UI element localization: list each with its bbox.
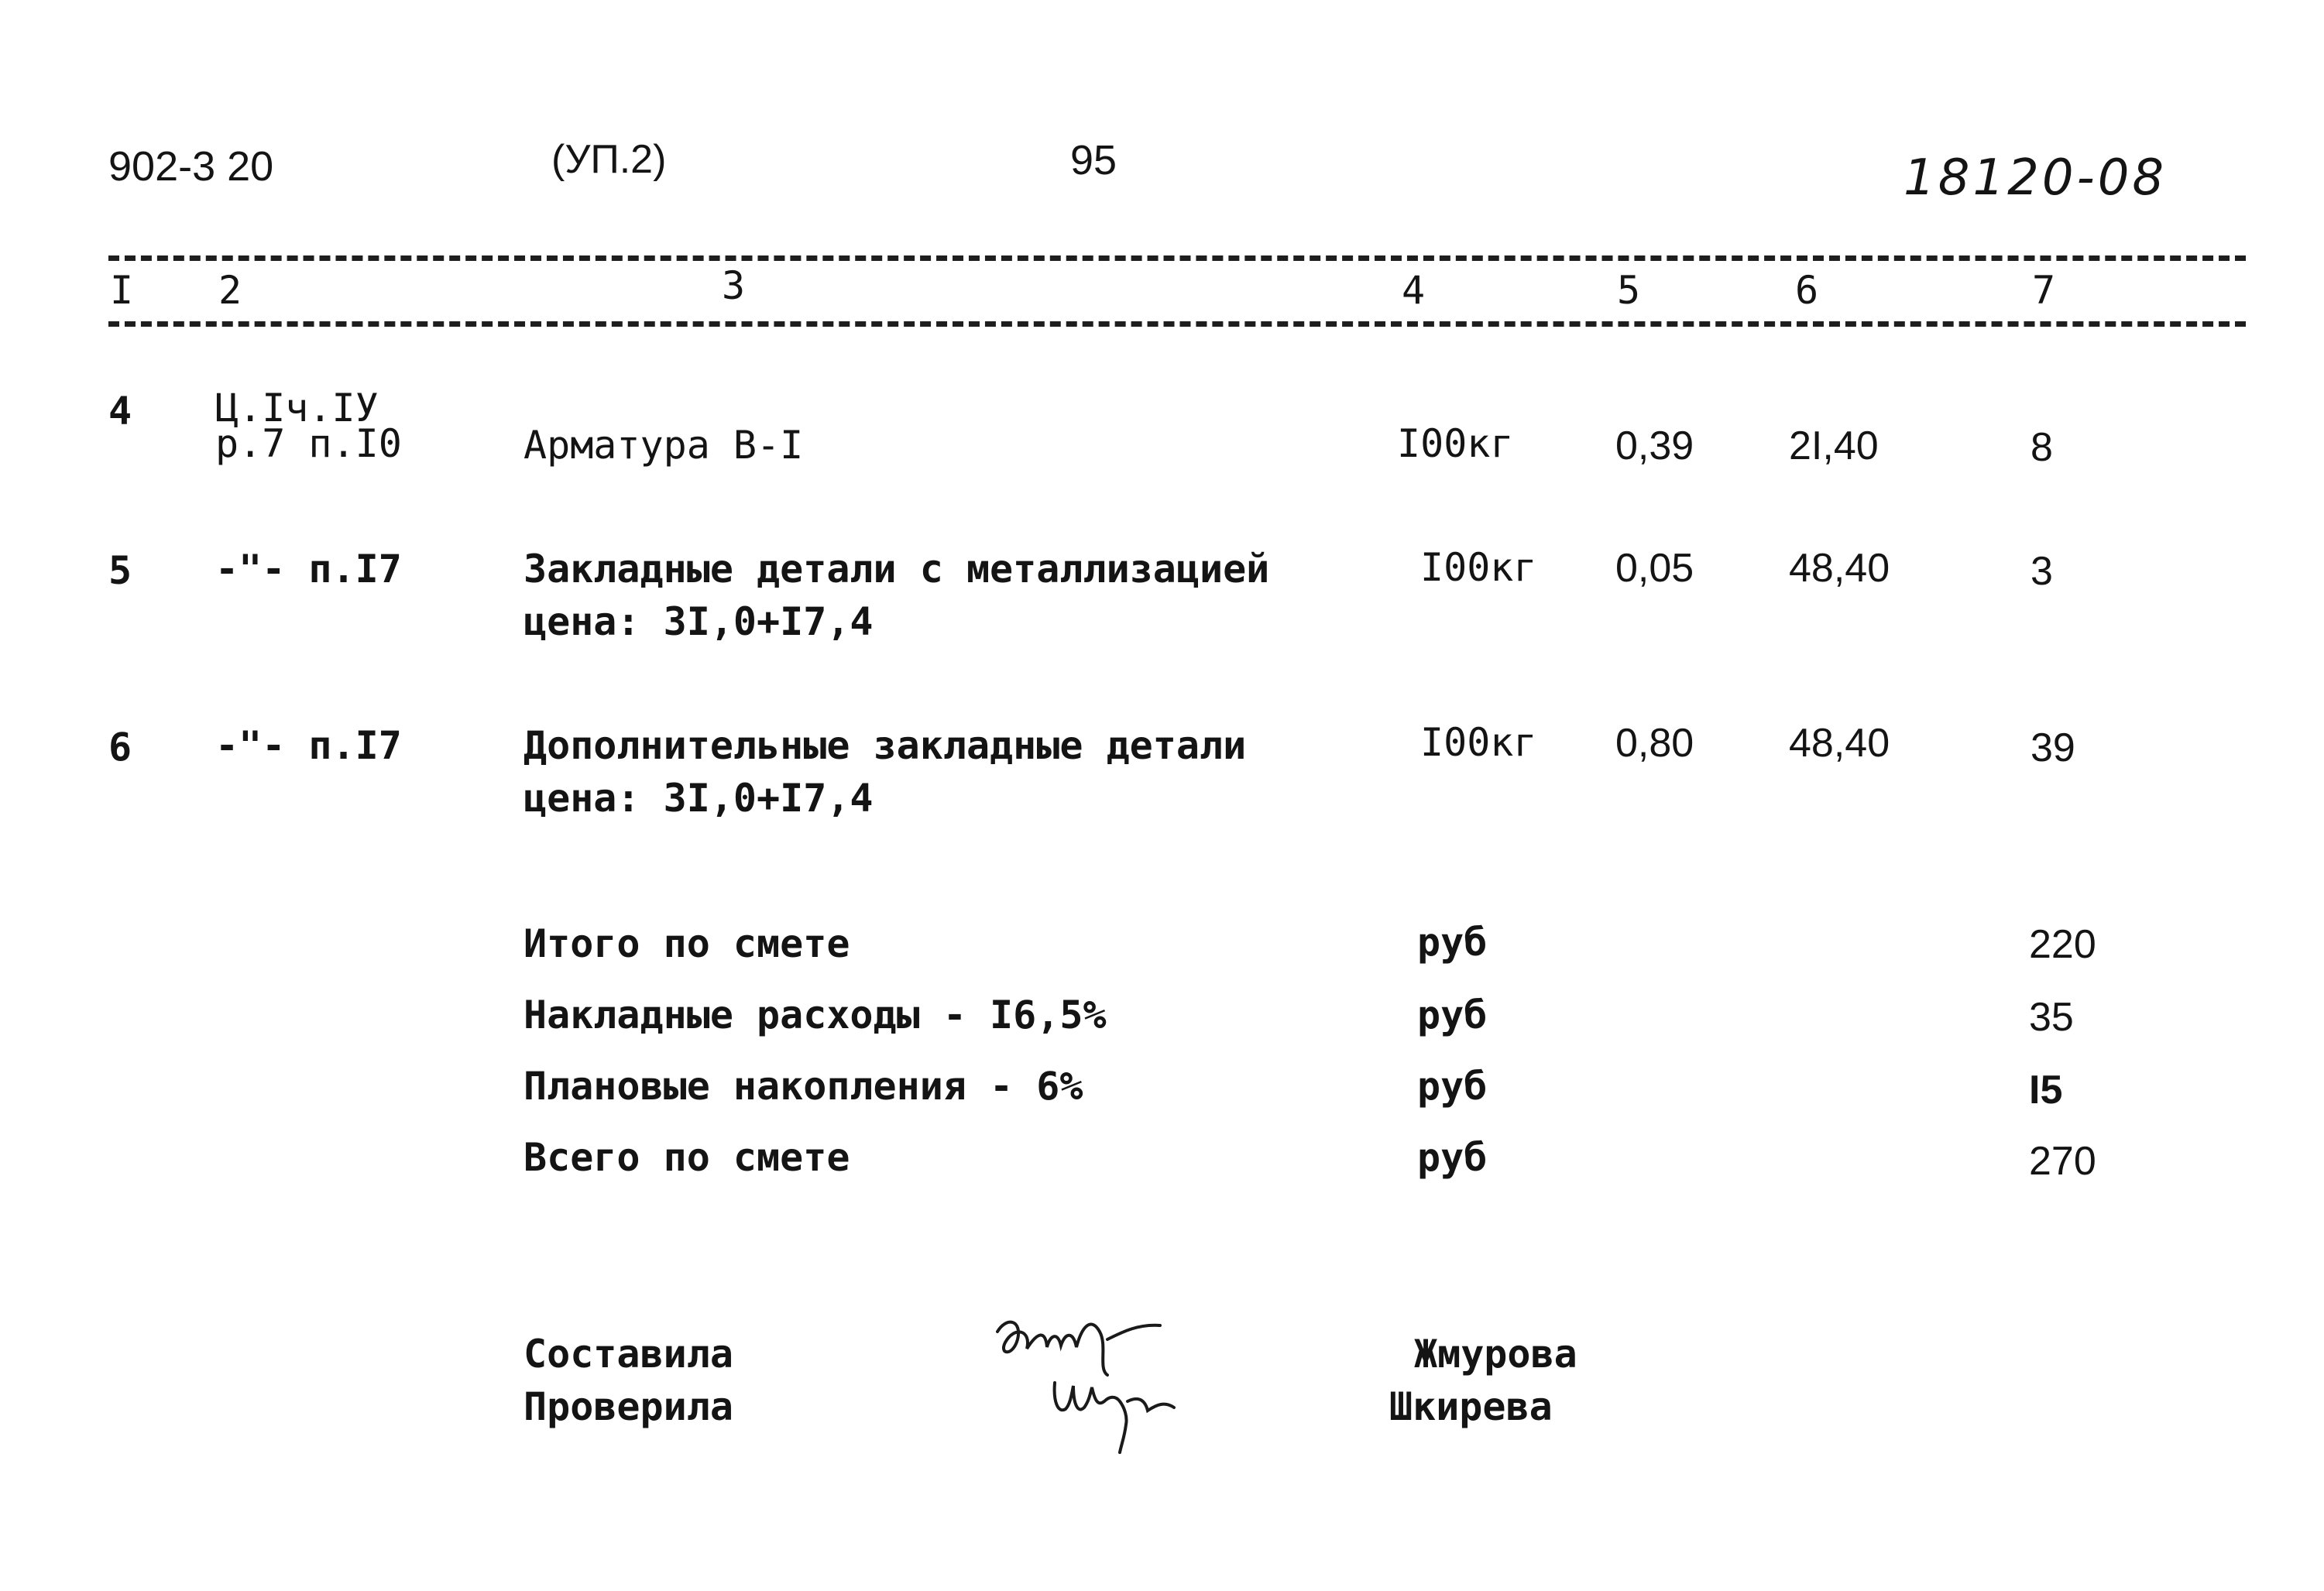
totals-value-overhead: 35 (2029, 995, 2074, 1040)
section-code: (УП.2) (551, 137, 667, 182)
row-4-cost: 8 (2030, 425, 2053, 470)
row-5-unit: I00кг (1420, 545, 1537, 590)
col-header-5: 5 (1617, 268, 1641, 313)
row-5-cost: 3 (2030, 549, 2053, 594)
signature-name-compiled: Жмурова (1414, 1332, 1577, 1377)
row-6-price: 48,40 (1789, 721, 1890, 766)
row-6-ref: -"- п.I7 (215, 723, 402, 768)
row-4-ref-line1: Ц.Iч.IУ (215, 386, 379, 430)
row-6-qty: 0,80 (1615, 721, 1694, 766)
row-5-name-line2: цена: 3I,0+I7,4 (524, 599, 874, 644)
col-header-7: 7 (2032, 268, 2056, 313)
header-rule-top (108, 255, 2246, 261)
totals-label-total: Всего по смете (524, 1135, 850, 1180)
row-5-number: 5 (108, 548, 132, 593)
totals-value-subtotal: 220 (2029, 922, 2096, 967)
row-6-number: 6 (108, 725, 132, 770)
signature-name-checked: Шкирева (1389, 1384, 1553, 1429)
signature-role-checked: Проверила (524, 1384, 733, 1429)
row-5-ref: -"- п.I7 (215, 547, 402, 591)
row-6-cost: 39 (2030, 725, 2075, 770)
row-4-unit: I00кг (1397, 421, 1514, 466)
row-6-name-line1: Дополнительные закладные детали (524, 723, 1247, 768)
totals-unit-overhead: руб (1417, 993, 1488, 1037)
header-rule-bottom (108, 321, 2246, 327)
row-5-name-line1: Закладные детали с металлизацией (524, 547, 1270, 591)
col-header-3: 3 (722, 263, 746, 308)
totals-label-subtotal: Итого по смете (524, 921, 850, 966)
row-6-unit: I00кг (1420, 720, 1537, 765)
row-5-qty: 0,05 (1615, 546, 1694, 591)
totals-value-total: 270 (2029, 1139, 2096, 1184)
totals-unit-subtotal: руб (1417, 920, 1488, 965)
archive-number: 18120-08 (1903, 149, 2168, 207)
row-4-price: 2I,40 (1789, 423, 1879, 468)
row-4-number: 4 (108, 389, 132, 434)
col-header-4: 4 (1402, 268, 1426, 313)
totals-unit-planned: руб (1417, 1064, 1488, 1109)
totals-label-planned: Плановые накопления - 6% (524, 1064, 1083, 1109)
totals-unit-total: руб (1417, 1135, 1488, 1180)
signature-role-compiled: Составила (524, 1332, 733, 1377)
handwritten-signature-checked (1050, 1370, 1205, 1456)
totals-value-planned: I5 (2029, 1068, 2063, 1113)
col-header-1: I (110, 268, 134, 313)
doc-code: 902-3 20 (108, 143, 274, 190)
handwritten-signature-compiled (991, 1308, 1177, 1378)
col-header-2: 2 (218, 268, 242, 313)
row-4-qty: 0,39 (1615, 423, 1694, 468)
page-number: 95 (1070, 137, 1117, 183)
row-5-price: 48,40 (1789, 546, 1890, 591)
col-header-6: 6 (1795, 268, 1819, 313)
row-4-name: Арматура В-I (524, 423, 804, 468)
row-6-name-line2: цена: 3I,0+I7,4 (524, 776, 874, 821)
totals-label-overhead: Накладные расходы - I6,5% (524, 993, 1107, 1037)
row-4-ref-line2: р.7 п.I0 (215, 421, 402, 466)
